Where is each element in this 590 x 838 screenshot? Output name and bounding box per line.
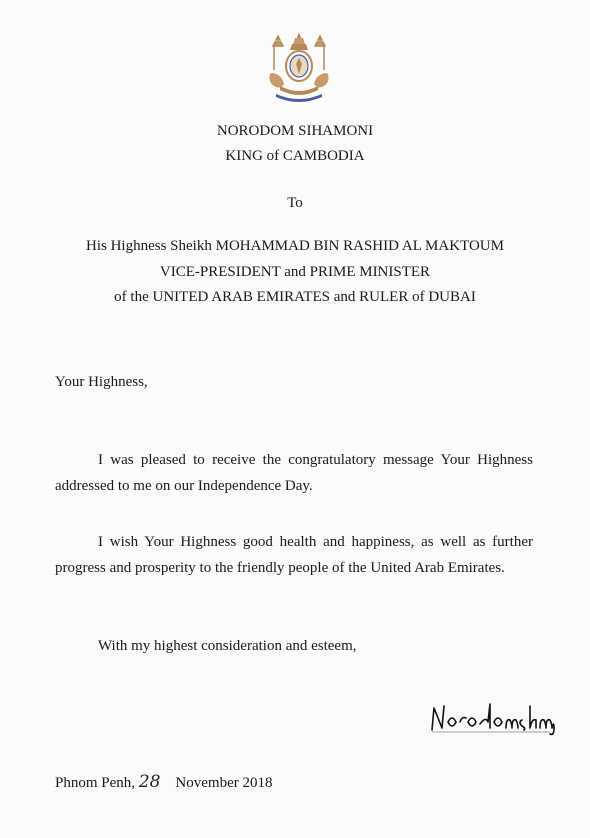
date-month-year: November 2018 (175, 775, 273, 791)
date-line (55, 772, 272, 793)
recipient-line-2: VICE-PRESIDENT and PRIME MINISTER (159, 264, 431, 280)
recipient-line-3: of the UNITED ARAB EMIRATES and RULER of DUBAI (114, 289, 476, 305)
body-paragraph-2: I wish Your Highness good health and happiness, as well as further progress and prosperity to the friendly people of the United Arab Emirates. (55, 534, 533, 576)
sender-title: KING of CAMBODIA (225, 148, 365, 164)
royal-coat-of-arms-emblem (262, 30, 336, 106)
to-label: To (287, 195, 303, 211)
sender-name: NORODOM SIHAMONI (216, 123, 374, 139)
salutation: Your Highness, (55, 374, 148, 390)
body-paragraph-1: I was pleased to receive the congratulatory message Your Highness addressed to me on our Independence Day. (55, 452, 533, 494)
closing-line: With my highest consideration and esteem, (98, 638, 357, 654)
recipient-line-1: His Highness Sheikh MOHAMMAD BIN RASHID AL MAKTOUM (86, 238, 504, 254)
handwritten-signature (428, 700, 558, 736)
date-day: 28 (138, 772, 161, 792)
date-place: Phnom Penh, (55, 775, 136, 791)
